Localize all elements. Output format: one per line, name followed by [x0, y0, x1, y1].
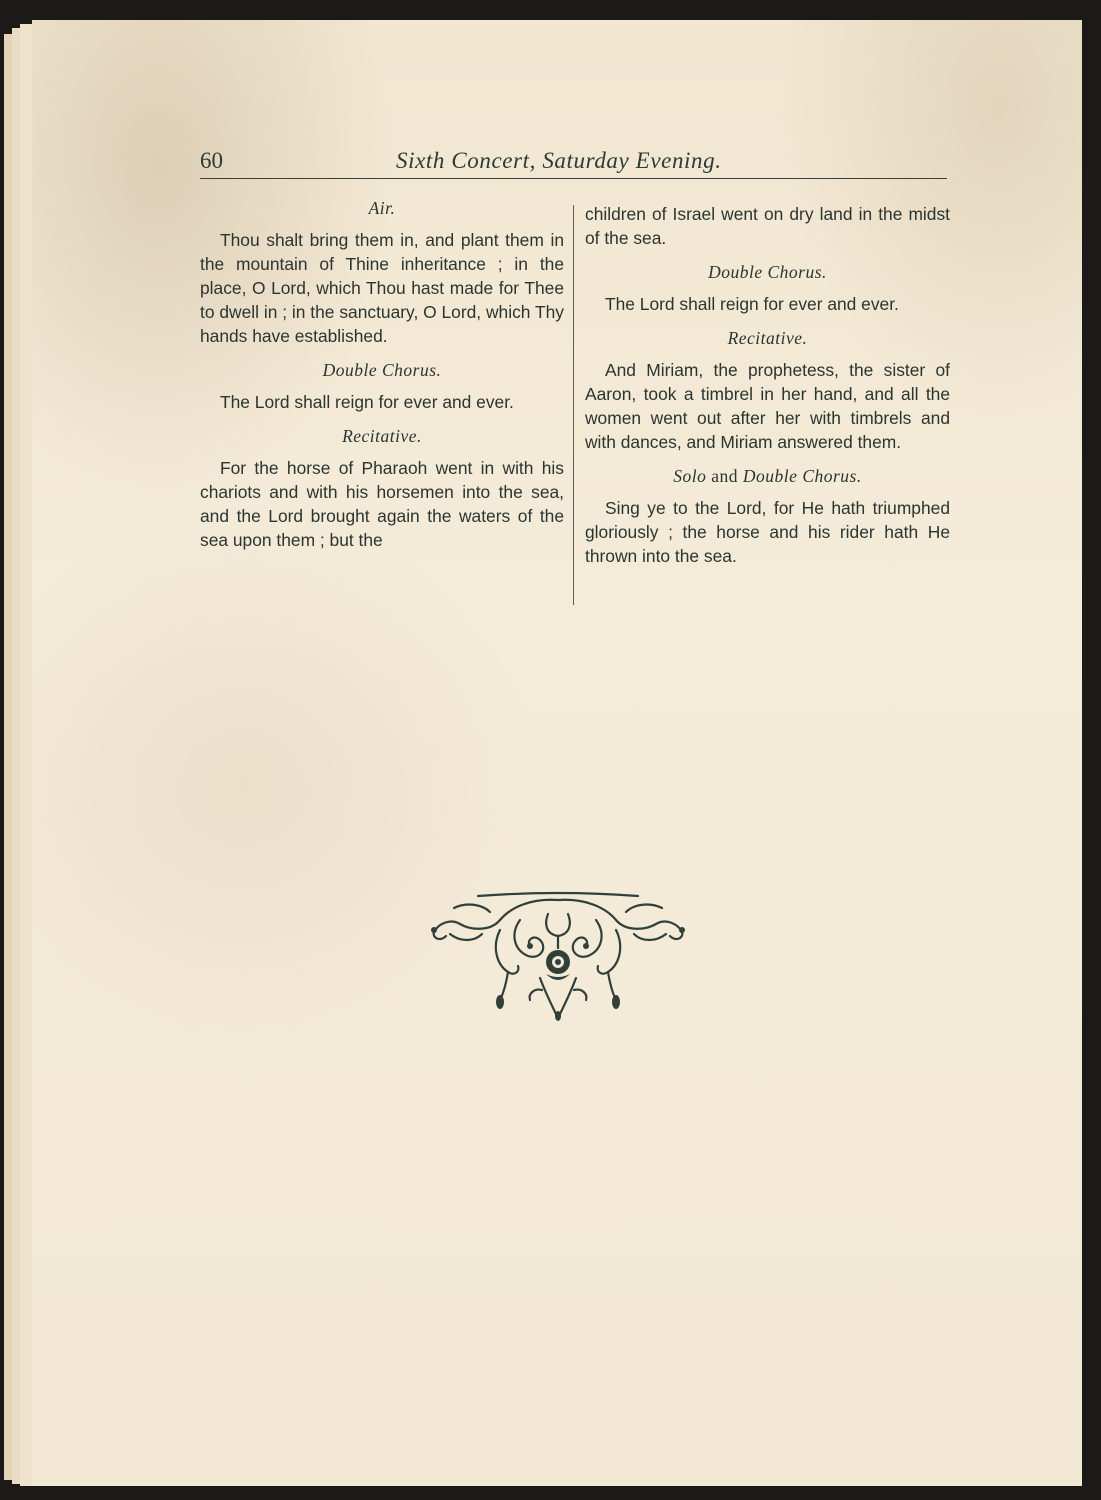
heading-plain-part: and [706, 466, 743, 486]
section-heading [585, 464, 950, 488]
body-paragraph: And Miriam, the prophetess, the sister of Aaron, took a timbrel in her hand, and all the women went out after her with timbrels and with dances, and Miriam answered them. [585, 360, 950, 452]
running-head [200, 148, 947, 179]
section-heading: Recitative. [342, 426, 422, 446]
section-heading: Double Chorus. [322, 360, 442, 380]
floral-tailpiece-icon [430, 890, 686, 1022]
section-heading: Double Chorus. [708, 262, 827, 282]
body-paragraph: For the horse of Pharaoh went in with his chariots and with his horsemen into the sea, and the Lord brought again the waters of the sea upon them ; but the [200, 458, 564, 550]
right-column [585, 202, 950, 578]
page-title: Sixth Concert, Saturday Evening. [396, 148, 722, 173]
page-number: 60 [200, 148, 223, 173]
body-paragraph: The Lord shall reign for ever and ever. [220, 392, 514, 412]
heading-italic-part: Solo [673, 466, 707, 486]
left-column [200, 196, 564, 562]
column-divider [573, 205, 574, 605]
body-paragraph: Sing ye to the Lord, for He hath triumphed gloriously ; the horse and his rider hath He thrown into the sea. [585, 498, 950, 566]
section-heading: Recitative. [727, 328, 808, 348]
section-heading: Air. [368, 198, 396, 218]
heading-italic-part: Double Chorus. [742, 466, 862, 486]
body-paragraph: children of Israel went on dry land in the midst of the sea. [585, 204, 950, 248]
body-paragraph: Thou shalt bring them in, and plant them in the mountain of Thine inheritance ; in the place, O Lord, which Thou hast made for Thee to dwell in ; in the sanctuary, O Lord, which Thy hands have established. [200, 230, 564, 346]
body-paragraph: The Lord shall reign for ever and ever. [605, 294, 899, 314]
